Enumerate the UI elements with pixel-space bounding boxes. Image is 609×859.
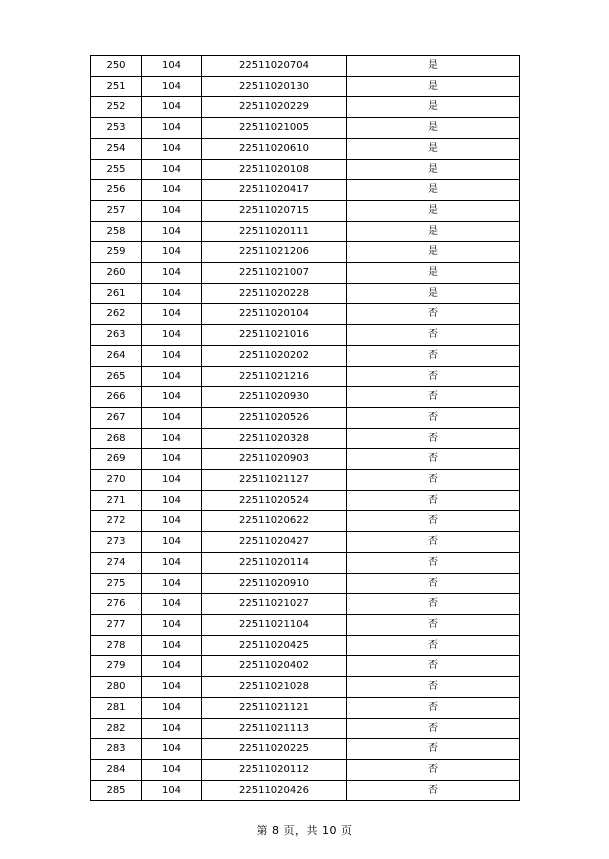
status-cell: 是	[347, 180, 520, 201]
status-cell: 否	[347, 387, 520, 408]
status-cell: 否	[347, 677, 520, 698]
status-cell: 否	[347, 573, 520, 594]
table-row	[91, 490, 520, 511]
code-cell: 104	[142, 573, 202, 594]
status-cell: 否	[347, 718, 520, 739]
table-row	[91, 56, 520, 77]
table-row	[91, 656, 520, 677]
code-cell: 104	[142, 739, 202, 760]
code-cell: 104	[142, 449, 202, 470]
code-cell: 104	[142, 345, 202, 366]
id-number-cell: 22511021104	[202, 614, 347, 635]
code-cell: 104	[142, 304, 202, 325]
table-row	[91, 325, 520, 346]
id-number-cell: 22511021027	[202, 594, 347, 615]
row-number-cell: 250	[91, 56, 142, 77]
id-number-cell: 22511020903	[202, 449, 347, 470]
status-cell: 否	[347, 428, 520, 449]
page-footer: 第 8 页，共 10 页	[256, 824, 353, 837]
table-row	[91, 697, 520, 718]
status-cell: 否	[347, 407, 520, 428]
table-row	[91, 428, 520, 449]
status-cell: 是	[347, 56, 520, 77]
id-number-cell: 22511020425	[202, 635, 347, 656]
id-number-cell: 22511020526	[202, 407, 347, 428]
code-cell: 104	[142, 511, 202, 532]
status-cell: 是	[347, 76, 520, 97]
id-number-cell: 22511020426	[202, 780, 347, 801]
row-number-cell: 285	[91, 780, 142, 801]
code-cell: 104	[142, 470, 202, 491]
row-number-cell: 267	[91, 407, 142, 428]
table-row	[91, 345, 520, 366]
id-number-cell: 22511021216	[202, 366, 347, 387]
code-cell: 104	[142, 677, 202, 698]
status-cell: 否	[347, 366, 520, 387]
id-number-cell: 22511021113	[202, 718, 347, 739]
code-cell: 104	[142, 428, 202, 449]
code-cell: 104	[142, 759, 202, 780]
id-number-cell: 22511020202	[202, 345, 347, 366]
row-number-cell: 271	[91, 490, 142, 511]
code-cell: 104	[142, 387, 202, 408]
code-cell: 104	[142, 325, 202, 346]
code-cell: 104	[142, 614, 202, 635]
id-number-cell: 22511020112	[202, 759, 347, 780]
table-row	[91, 718, 520, 739]
row-number-cell: 258	[91, 221, 142, 242]
table-row	[91, 366, 520, 387]
table-row	[91, 263, 520, 284]
row-number-cell: 276	[91, 594, 142, 615]
id-number-cell: 22511020704	[202, 56, 347, 77]
row-number-cell: 264	[91, 345, 142, 366]
table-row	[91, 511, 520, 532]
row-number-cell: 273	[91, 532, 142, 553]
code-cell: 104	[142, 118, 202, 139]
status-cell: 否	[347, 449, 520, 470]
row-number-cell: 256	[91, 180, 142, 201]
table-row	[91, 159, 520, 180]
code-cell: 104	[142, 490, 202, 511]
row-number-cell: 282	[91, 718, 142, 739]
row-number-cell: 274	[91, 552, 142, 573]
status-cell: 否	[347, 656, 520, 677]
row-number-cell: 259	[91, 242, 142, 263]
table-body	[91, 56, 520, 801]
row-number-cell: 266	[91, 387, 142, 408]
table-row	[91, 552, 520, 573]
row-number-cell: 252	[91, 97, 142, 118]
row-number-cell: 279	[91, 656, 142, 677]
row-number-cell: 262	[91, 304, 142, 325]
status-cell: 否	[347, 325, 520, 346]
code-cell: 104	[142, 594, 202, 615]
status-cell: 是	[347, 138, 520, 159]
status-cell: 否	[347, 470, 520, 491]
table-row	[91, 739, 520, 760]
status-cell: 是	[347, 159, 520, 180]
code-cell: 104	[142, 635, 202, 656]
status-cell: 否	[347, 614, 520, 635]
row-number-cell: 268	[91, 428, 142, 449]
table-row	[91, 242, 520, 263]
id-number-cell: 22511020910	[202, 573, 347, 594]
table-row	[91, 532, 520, 553]
status-cell: 是	[347, 263, 520, 284]
code-cell: 104	[142, 366, 202, 387]
row-number-cell: 284	[91, 759, 142, 780]
code-cell: 104	[142, 97, 202, 118]
row-number-cell: 260	[91, 263, 142, 284]
table-row	[91, 470, 520, 491]
id-number-cell: 22511020111	[202, 221, 347, 242]
status-cell: 是	[347, 97, 520, 118]
row-number-cell: 270	[91, 470, 142, 491]
row-number-cell: 263	[91, 325, 142, 346]
table-row	[91, 594, 520, 615]
row-number-cell: 281	[91, 697, 142, 718]
id-number-cell: 22511020622	[202, 511, 347, 532]
row-number-cell: 257	[91, 200, 142, 221]
id-number-cell: 22511020427	[202, 532, 347, 553]
status-cell: 否	[347, 594, 520, 615]
status-cell: 否	[347, 697, 520, 718]
code-cell: 104	[142, 283, 202, 304]
id-number-cell: 22511020328	[202, 428, 347, 449]
row-number-cell: 261	[91, 283, 142, 304]
id-number-cell: 22511021005	[202, 118, 347, 139]
id-number-cell: 22511021121	[202, 697, 347, 718]
code-cell: 104	[142, 532, 202, 553]
row-number-cell: 265	[91, 366, 142, 387]
table-row	[91, 97, 520, 118]
status-cell: 否	[347, 635, 520, 656]
status-cell: 否	[347, 552, 520, 573]
code-cell: 104	[142, 552, 202, 573]
table-row	[91, 387, 520, 408]
table-row	[91, 635, 520, 656]
id-number-cell: 22511020715	[202, 200, 347, 221]
code-cell: 104	[142, 180, 202, 201]
status-cell: 否	[347, 532, 520, 553]
row-number-cell: 251	[91, 76, 142, 97]
table-row	[91, 677, 520, 698]
table-row	[91, 614, 520, 635]
status-cell: 是	[347, 118, 520, 139]
row-number-cell: 254	[91, 138, 142, 159]
code-cell: 104	[142, 656, 202, 677]
status-cell: 是	[347, 200, 520, 221]
code-cell: 104	[142, 697, 202, 718]
code-cell: 104	[142, 200, 202, 221]
id-number-cell: 22511020108	[202, 159, 347, 180]
status-cell: 是	[347, 221, 520, 242]
table-row	[91, 449, 520, 470]
code-cell: 104	[142, 242, 202, 263]
table-row	[91, 407, 520, 428]
row-number-cell: 283	[91, 739, 142, 760]
table-row	[91, 759, 520, 780]
id-number-cell: 22511021007	[202, 263, 347, 284]
code-cell: 104	[142, 780, 202, 801]
code-cell: 104	[142, 221, 202, 242]
status-cell: 否	[347, 345, 520, 366]
table-row	[91, 200, 520, 221]
row-number-cell: 255	[91, 159, 142, 180]
id-number-cell: 22511021028	[202, 677, 347, 698]
table-row	[91, 283, 520, 304]
id-number-cell: 22511020228	[202, 283, 347, 304]
code-cell: 104	[142, 407, 202, 428]
data-table	[90, 55, 520, 801]
id-number-cell: 22511020104	[202, 304, 347, 325]
table-row	[91, 138, 520, 159]
table-row	[91, 180, 520, 201]
status-cell: 否	[347, 490, 520, 511]
code-cell: 104	[142, 76, 202, 97]
code-cell: 104	[142, 159, 202, 180]
status-cell: 否	[347, 759, 520, 780]
id-number-cell: 22511020610	[202, 138, 347, 159]
id-number-cell: 22511020524	[202, 490, 347, 511]
table-row	[91, 221, 520, 242]
id-number-cell: 22511020229	[202, 97, 347, 118]
row-number-cell: 275	[91, 573, 142, 594]
row-number-cell: 278	[91, 635, 142, 656]
id-number-cell: 22511021206	[202, 242, 347, 263]
code-cell: 104	[142, 138, 202, 159]
table-row	[91, 76, 520, 97]
row-number-cell: 253	[91, 118, 142, 139]
code-cell: 104	[142, 718, 202, 739]
id-number-cell: 22511020930	[202, 387, 347, 408]
code-cell: 104	[142, 263, 202, 284]
status-cell: 否	[347, 739, 520, 760]
id-number-cell: 22511021127	[202, 470, 347, 491]
status-cell: 是	[347, 283, 520, 304]
id-number-cell: 22511020402	[202, 656, 347, 677]
row-number-cell: 277	[91, 614, 142, 635]
id-number-cell: 22511020114	[202, 552, 347, 573]
status-cell: 是	[347, 242, 520, 263]
id-number-cell: 22511020225	[202, 739, 347, 760]
table-row	[91, 304, 520, 325]
row-number-cell: 272	[91, 511, 142, 532]
table-row	[91, 573, 520, 594]
row-number-cell: 280	[91, 677, 142, 698]
status-cell: 否	[347, 511, 520, 532]
status-cell: 否	[347, 304, 520, 325]
id-number-cell: 22511020417	[202, 180, 347, 201]
id-number-cell: 22511020130	[202, 76, 347, 97]
status-cell: 否	[347, 780, 520, 801]
row-number-cell: 269	[91, 449, 142, 470]
table-row	[91, 780, 520, 801]
code-cell: 104	[142, 56, 202, 77]
id-number-cell: 22511021016	[202, 325, 347, 346]
table-row	[91, 118, 520, 139]
